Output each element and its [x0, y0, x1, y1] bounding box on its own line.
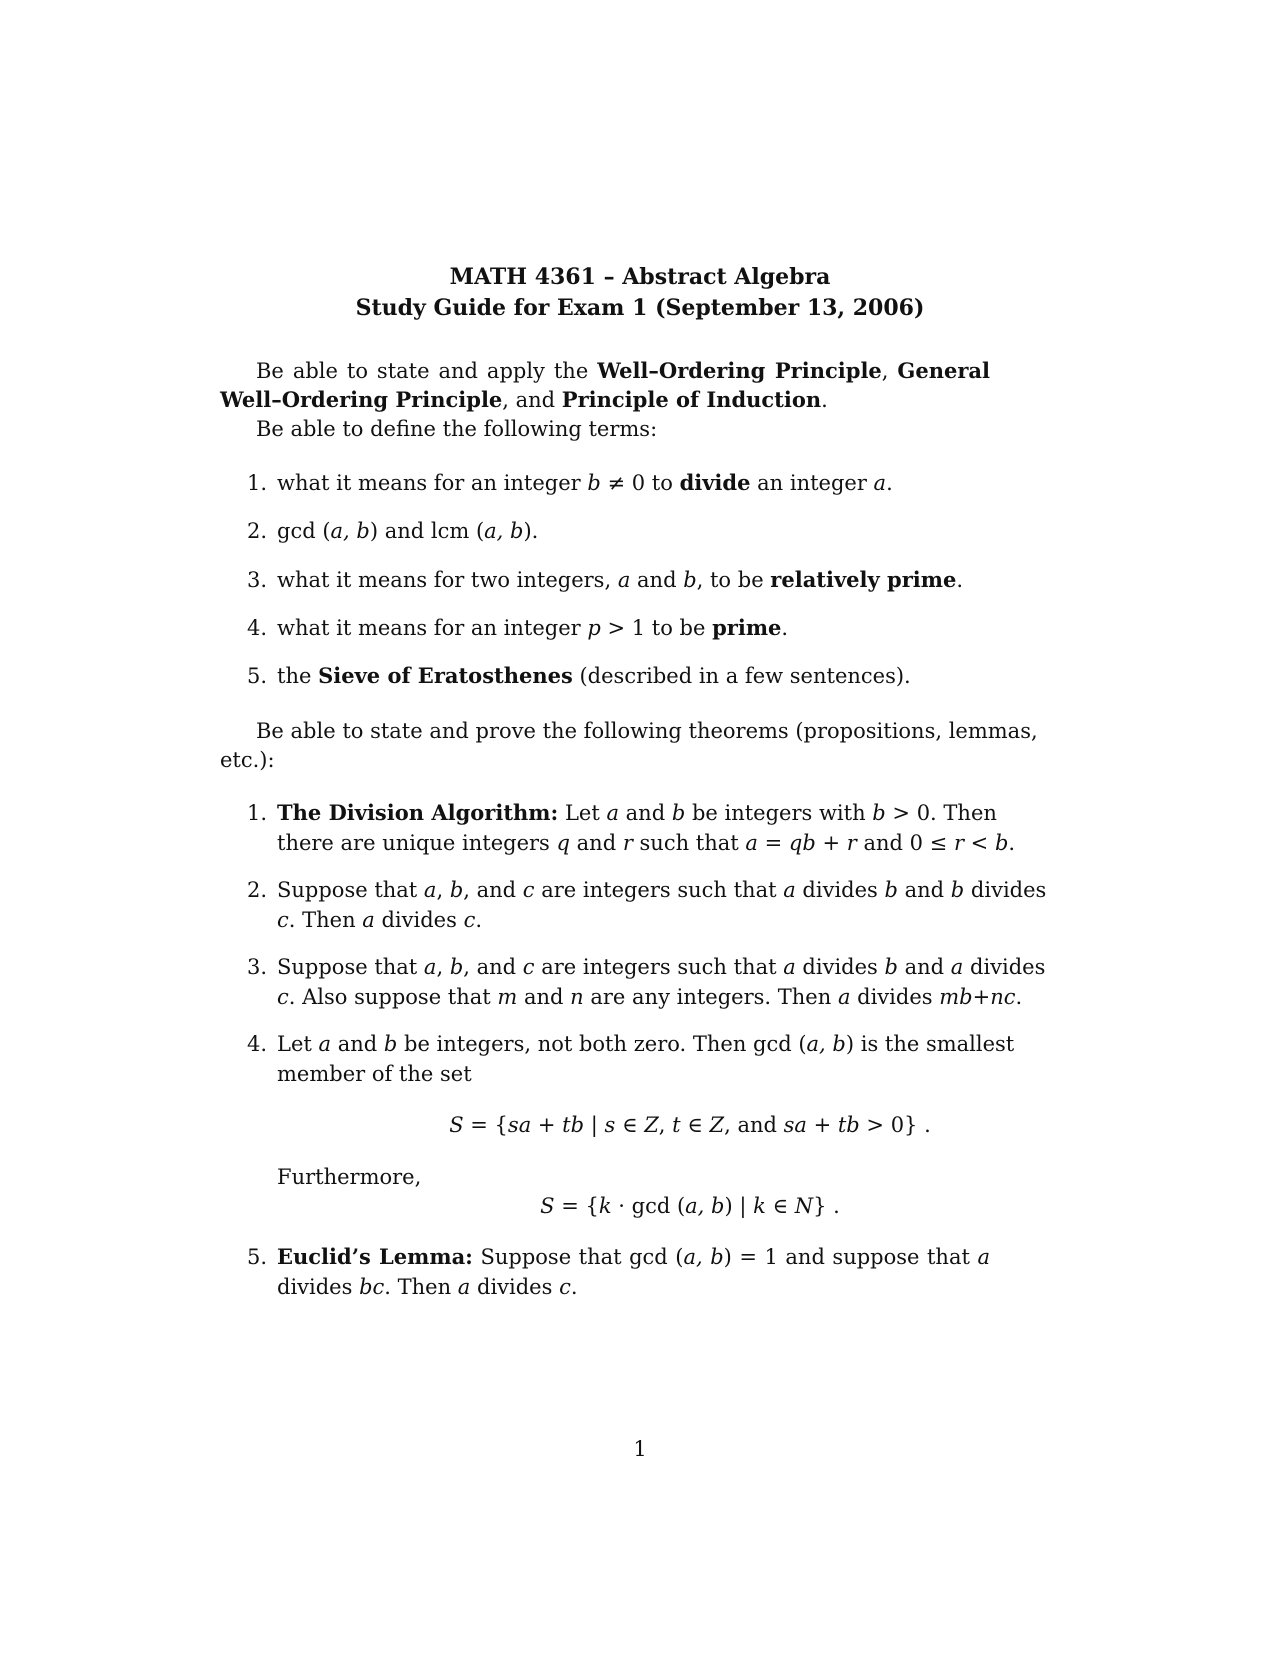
set-s-multiples: S = {k · gcd (a, b) | k ∈ N} . — [540, 1194, 840, 1218]
list-number: 1. — [247, 471, 268, 495]
theorem-transitivity: Suppose that a, b, and c are integers such that a divides b and b divides c. Then a divides c. — [277, 878, 1047, 932]
theorem-gcd-smallest: Let a and b be integers, not both zero. Then gcd (a, b) is the smallest member of the set — [277, 1032, 1015, 1086]
list-number: 1. — [247, 801, 268, 825]
list-number: 2. — [247, 878, 268, 902]
list-number: 5. — [247, 664, 268, 688]
intro-line-1: Be able to state and apply the Well–Ordering Principle, General — [256, 358, 990, 383]
definition-item-prime: what it means for an integer p > 1 to be prime. — [277, 615, 789, 640]
definition-item-gcd-lcm: gcd (a, b) and lcm (a, b). — [277, 519, 539, 543]
furthermore-label: Furthermore, — [277, 1165, 422, 1189]
theorem-euclids-lemma: Euclid’s Lemma: Suppose that gcd (a, b) = 1 and suppose that a divides bc. Then a divides c. — [277, 1244, 990, 1299]
list-number: 3. — [247, 568, 268, 592]
theorems-intro-line-1: Be able to state and prove the following theorems (propositions, lemmas, — [256, 719, 1038, 743]
title-block — [0, 262, 1280, 324]
list-number: 3. — [247, 955, 268, 979]
set-s-definition: S = {sa + tb | s ∈ Z, t ∈ Z, and sa + tb > 0} . — [449, 1113, 931, 1137]
definition-item-divide: what it means for an integer b ≠ 0 to divide an integer a. — [277, 470, 893, 495]
exam-title: Study Guide for Exam 1 (September 13, 2006) — [355, 295, 925, 321]
definition-item-relatively-prime: what it means for two integers, a and b, to be relatively prime. — [277, 567, 964, 592]
list-number: 2. — [247, 519, 268, 543]
definition-item-sieve: the Sieve of Eratosthenes (described in a few sentences). — [277, 663, 911, 688]
course-title: MATH 4361 – Abstract Algebra — [449, 264, 831, 290]
theorems-intro-line-2: etc.): — [220, 748, 275, 772]
theorem-division-algorithm: The Division Algorithm: Let a and b be integers with b > 0. Then there are unique integers q and r such that a = qb + r and 0 ≤ r < b. — [277, 800, 1016, 855]
intro-line-3: Be able to define the following terms: — [256, 417, 658, 441]
page-number: 1 — [633, 1437, 647, 1461]
list-number: 5. — [247, 1245, 268, 1269]
list-number: 4. — [247, 1032, 268, 1056]
list-number: 4. — [247, 616, 268, 640]
theorem-linear-combination: Suppose that a, b, and c are integers such that a divides b and a divides c. Also suppose that m and n are any integers. Then a divides mb+nc. — [277, 955, 1046, 1009]
intro-line-2: Well–Ordering Principle, and Principle of Induction. — [220, 387, 828, 412]
